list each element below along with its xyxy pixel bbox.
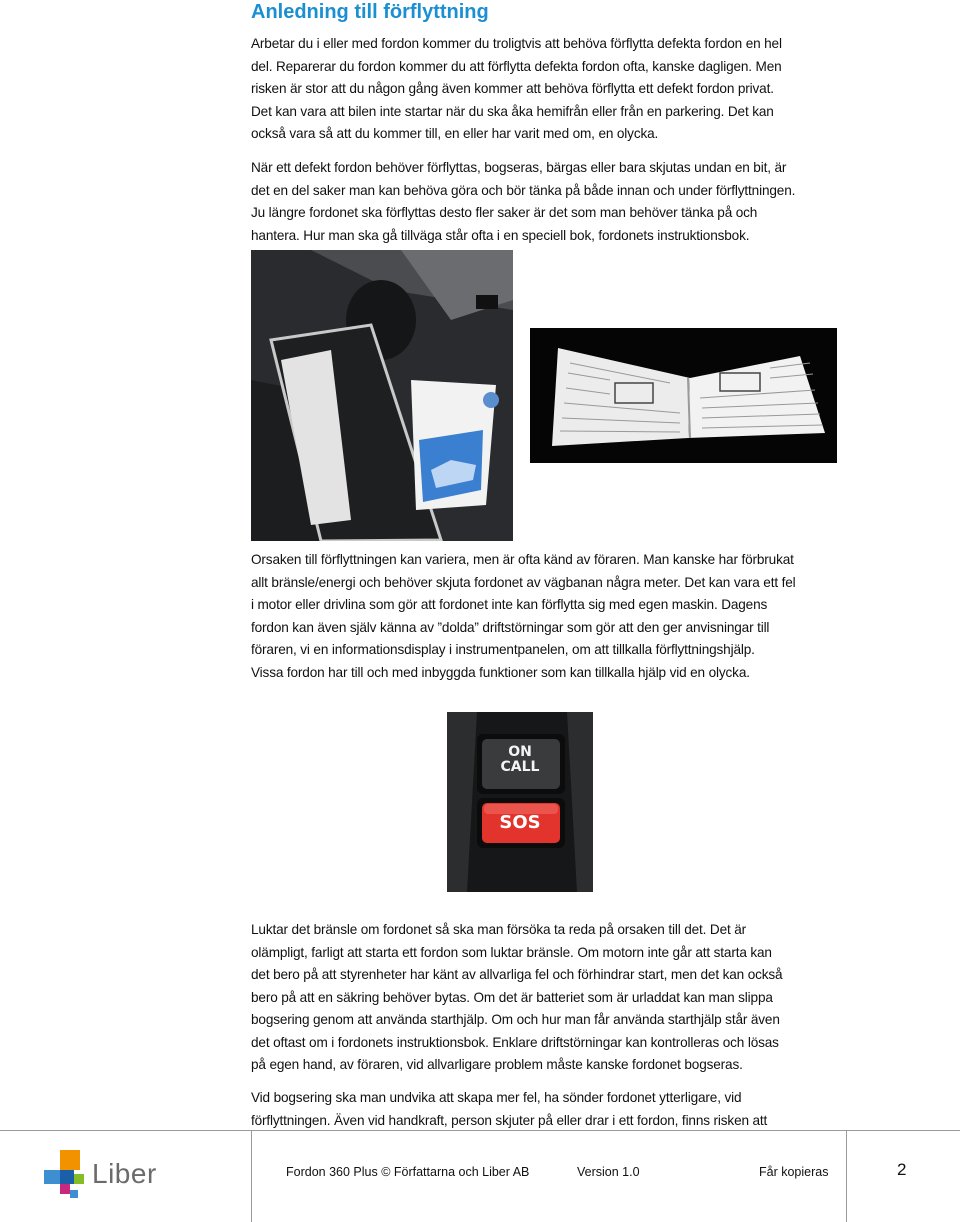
liber-logo-icon	[44, 1150, 90, 1200]
text-line: föraren, vi en informationsdisplay i instrumentpanelen, om att tillkalla förflyttningshjälp.	[251, 642, 755, 657]
footer-divider-left	[251, 1130, 252, 1222]
page-title: Anledning till förflyttning	[251, 1, 489, 23]
photo-sos-buttons	[447, 712, 593, 892]
text-line: del. Reparerar du fordon kommer du att förflytta defekta fordon ofta, kanske dagligen. Men	[251, 58, 782, 74]
text-line: det en del saker man kan behöva göra och bör tänka på både innan och under förflyttningen.	[251, 182, 796, 198]
text-line: bero på att en säkring behöver bytas. Om det är batteriet som är urladdat kan man slippa	[251, 989, 773, 1005]
footer-version: Version 1.0	[577, 1165, 640, 1179]
text-line: fordon kan även själv känna av ”dolda” driftstörningar som gör att den ger anvisningar till	[251, 619, 770, 635]
manual-illustration	[530, 328, 837, 463]
text-line: det oftast om i fordonets instruktionsbok. Enklare driftstörningar kan kontrolleras och lösas	[251, 1034, 779, 1050]
text-line: på egen hand, av föraren, vid allvarligare problem måste kanske fordonet bogseras.	[251, 1057, 743, 1072]
sos-panel-illustration	[447, 712, 593, 892]
footer-divider	[0, 1130, 960, 1131]
text-line: Vissa fordon har till och med inbyggda funktioner som kan tillkalla hjälp vid en olycka.	[251, 664, 750, 680]
footer-divider-right	[846, 1130, 847, 1222]
text-line: i motor eller drivlina som gör att fordonet inte kan förflytta sig med egen maskin. Dagens	[251, 597, 768, 612]
paragraph-causes	[251, 549, 851, 684]
text-line: Det kan vara att bilen inte startar när du ska åka hemifrån eller från en parkering. Det kan	[251, 103, 774, 119]
on-label: ON	[508, 744, 532, 760]
paragraph-intro	[251, 33, 851, 146]
text-line: Luktar det bränsle om fordonet så ska man försöka ta reda på orsaken till det. Det är	[251, 922, 747, 937]
text-line: bogsering genom att använda starthjälp. Om och hur man får använda starthjälp står även	[251, 1012, 780, 1027]
text-line: Arbetar du i eller med fordon kommer du troligtvis att behöva förflytta defekta fordon en hel	[251, 36, 782, 51]
text-line: risken är stor att du någon gång även kommer att behöva förflytta ett defekt fordon privat.	[251, 81, 774, 96]
text-line: förflyttningen. Även vid handkraft, person skjuter på eller drar i ett fordon, finns risken att	[251, 1112, 768, 1128]
page-number: 2	[897, 1160, 907, 1179]
text-line: allt bränsle/energi och behöver skjuta fordonet av vägbanan några meter. Det kan vara ett fel	[251, 574, 796, 590]
paragraph-defect-vehicle	[251, 157, 851, 247]
binder-illustration	[251, 250, 513, 541]
sos-label: SOS	[499, 812, 541, 833]
text-line: det bero på att styrenheter har känt av allvarliga fel och förhindrar start, men det kan också	[251, 967, 783, 982]
text-line: olämpligt, farligt att starta ett fordon som luktar bränsle. Om motorn inte går att starta kan	[251, 944, 772, 960]
text-line: Vid bogsering ska man undvika att skapa mer fel, ha sönder fordonet ytterligare, vid	[251, 1090, 742, 1105]
photo-open-manual	[530, 328, 837, 463]
liber-logo-text: Liber	[92, 1158, 157, 1189]
text-line: hantera. Hur man ska gå tillväga står ofta i en speciell bok, fordonets instruktionsbok.	[251, 227, 750, 243]
photo-instruction-binder	[251, 250, 513, 541]
footer-copyright: Fordon 360 Plus © Författarna och Liber AB	[286, 1165, 530, 1179]
liber-logo	[44, 1150, 90, 1200]
paragraph-fuel-smell	[251, 919, 851, 1077]
text-line: också vara så att du kommer till, en eller har varit med om, en olycka.	[251, 126, 659, 141]
paragraph-towing	[251, 1087, 851, 1132]
text-line: Orsaken till förflyttningen kan variera, men är ofta känd av föraren. Man kanske har förbrukat	[251, 552, 794, 567]
text-line: När ett defekt fordon behöver förflyttas, bogseras, bärgas eller bara skjutas undan en bit, är	[251, 160, 787, 175]
call-label: CALL	[500, 759, 540, 775]
footer-license: Får kopieras	[759, 1165, 829, 1179]
text-line: Ju längre fordonet ska förflyttas desto fler saker är det som man behöver tänka på och	[251, 205, 758, 220]
